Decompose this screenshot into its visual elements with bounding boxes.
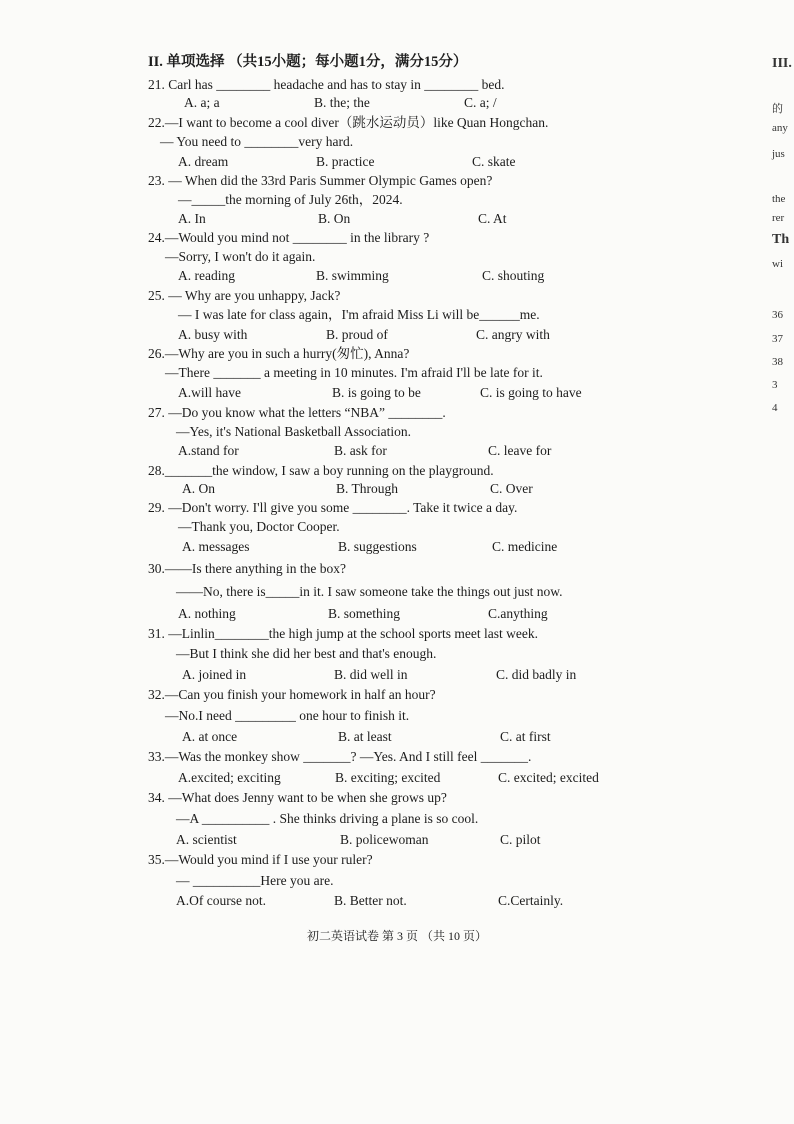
option-a: A. joined in — [182, 667, 247, 682]
option-b: B. Through — [336, 481, 399, 496]
option-a: A. nothing — [178, 606, 236, 621]
option-c: C.Certainly. — [498, 893, 564, 908]
option-b: B. policewoman — [340, 832, 429, 847]
question-29-line-1: 29. —Don't worry. I'll give you some ________. Take it twice a day. — [148, 500, 518, 515]
question-31-line-2: —But I think she did her best and that's enough. — [176, 646, 437, 661]
option-a: A. In — [178, 211, 206, 226]
option-c: C. leave for — [488, 443, 552, 458]
option-b: B. ask for — [334, 443, 387, 458]
adjacent-line: 36 — [772, 309, 783, 321]
question-28-line-1: 28._______the window, I saw a boy running on the playground. — [148, 463, 494, 478]
option-b: B. at least — [338, 729, 392, 744]
option-b: B. Better not. — [334, 893, 407, 908]
option-a: A. at once — [182, 729, 238, 744]
question-35-line-2: — __________Here you are. — [176, 873, 334, 888]
question-27-line-1: 27. —Do you know what the letters “NBA” ________. — [148, 405, 446, 420]
option-a: A.stand for — [178, 443, 239, 458]
adjacent-line: rer — [772, 212, 785, 224]
adjacent-page-edge — [768, 0, 794, 1124]
option-a: A. busy with — [178, 327, 248, 342]
adjacent-line: the — [772, 193, 786, 205]
question-33-line-1: 33.—Was the monkey show _______? —Yes. And I still feel _______. — [148, 749, 532, 764]
option-c: C. a; / — [464, 95, 497, 110]
adjacent-line: 38 — [772, 356, 783, 368]
option-b: B. exciting; excited — [335, 770, 441, 785]
question-30-line-2: ——No, there is_____in it. I saw someone take the things out just now. — [176, 584, 563, 599]
question-30-line-1: 30.——Is there anything in the box? — [148, 561, 346, 576]
adjacent-line: wi — [772, 258, 783, 270]
option-c: C. is going to have — [480, 385, 582, 400]
question-25-line-1: 25. — Why are you unhappy, Jack? — [148, 288, 341, 303]
question-23-line-2: —_____the morning of July 26th，2024. — [178, 192, 403, 207]
question-22-line-2: — You need to ________very hard. — [160, 134, 354, 149]
option-c: C. at first — [500, 729, 551, 744]
adjacent-line: 的 — [772, 103, 783, 115]
option-a: A.Of course not. — [176, 893, 266, 908]
option-b: B. swimming — [316, 268, 389, 283]
option-a: A. a; a — [184, 95, 220, 110]
option-b: B. something — [328, 606, 401, 621]
question-21-line-1: 21. Carl has ________ headache and has to stay in ________ bed. — [148, 77, 505, 92]
question-24-line-1: 24.—Would you mind not ________ in the library ? — [148, 230, 430, 245]
question-31-line-1: 31. —Linlin________the high jump at the school sports meet last week. — [148, 626, 538, 641]
option-c: C. At — [478, 211, 507, 226]
option-a: A. dream — [178, 154, 229, 169]
option-c: C. did badly in — [496, 667, 577, 682]
question-32-line-1: 32.—Can you finish your homework in half an hour? — [148, 687, 436, 702]
adjacent-line: Th — [772, 232, 790, 247]
question-22-line-1: 22.—I want to become a cool diver（跳水运动员）like Quan Hongchan. — [148, 115, 549, 130]
question-26-line-2: —There _______ a meeting in 10 minutes. I'm afraid I'll be late for it. — [165, 365, 543, 380]
question-23-line-1: 23. — When did the 33rd Paris Summer Olympic Games open? — [148, 173, 493, 188]
adjacent-line: III. — [772, 56, 792, 71]
option-a: A. reading — [178, 268, 235, 283]
option-c: C. Over — [490, 481, 533, 496]
option-a: A.will have — [178, 385, 241, 400]
option-a: A. On — [182, 481, 215, 496]
option-b: B. did well in — [334, 667, 408, 682]
question-29-line-2: —Thank you, Doctor Cooper. — [178, 519, 340, 534]
footer-text: 初二英语试卷 第 3 页 （共 10 页） — [306, 929, 487, 943]
question-35-line-1: 35.—Would you mind if I use your ruler? — [148, 852, 373, 867]
option-b: B. suggestions — [338, 539, 417, 554]
option-b: B. proud of — [326, 327, 388, 342]
option-b: B. practice — [316, 154, 375, 169]
option-c: C.anything — [488, 606, 548, 621]
option-b: B. the; the — [314, 95, 370, 110]
option-c: C. medicine — [492, 539, 558, 554]
option-c: C. angry with — [476, 327, 550, 342]
adjacent-line: jus — [772, 148, 785, 160]
section-title: II. 单项选择 （共15小题；每小题1分，满分15分） — [148, 54, 468, 70]
option-c: C. pilot — [500, 832, 541, 847]
adjacent-line: 3 — [772, 379, 778, 391]
option-c: C. shouting — [482, 268, 545, 283]
question-34-line-2: —A __________ . She thinks driving a plane is so cool. — [176, 811, 479, 826]
adjacent-line: 37 — [772, 333, 783, 345]
question-34-line-1: 34. —What does Jenny want to be when she grows up? — [148, 790, 447, 805]
option-c: C. excited; excited — [498, 770, 599, 785]
option-b: B. is going to be — [332, 385, 421, 400]
question-32-line-2: —No.I need _________ one hour to finish it. — [165, 708, 410, 723]
option-a: A.excited; exciting — [178, 770, 281, 785]
option-b: B. On — [318, 211, 351, 226]
option-a: A. scientist — [176, 832, 237, 847]
option-c: C. skate — [472, 154, 516, 169]
option-a: A. messages — [182, 539, 250, 554]
question-25-line-2: — I was late for class again，I'm afraid Miss Li will be______me. — [178, 307, 540, 322]
page-footer — [0, 927, 794, 944]
question-26-line-1: 26.—Why are you in such a hurry(匆忙), Anna? — [148, 346, 410, 361]
adjacent-line: any — [772, 122, 788, 134]
question-24-line-2: —Sorry, I won't do it again. — [165, 249, 316, 264]
question-27-line-2: —Yes, it's National Basketball Association. — [176, 424, 412, 439]
adjacent-line: 4 — [772, 402, 778, 414]
